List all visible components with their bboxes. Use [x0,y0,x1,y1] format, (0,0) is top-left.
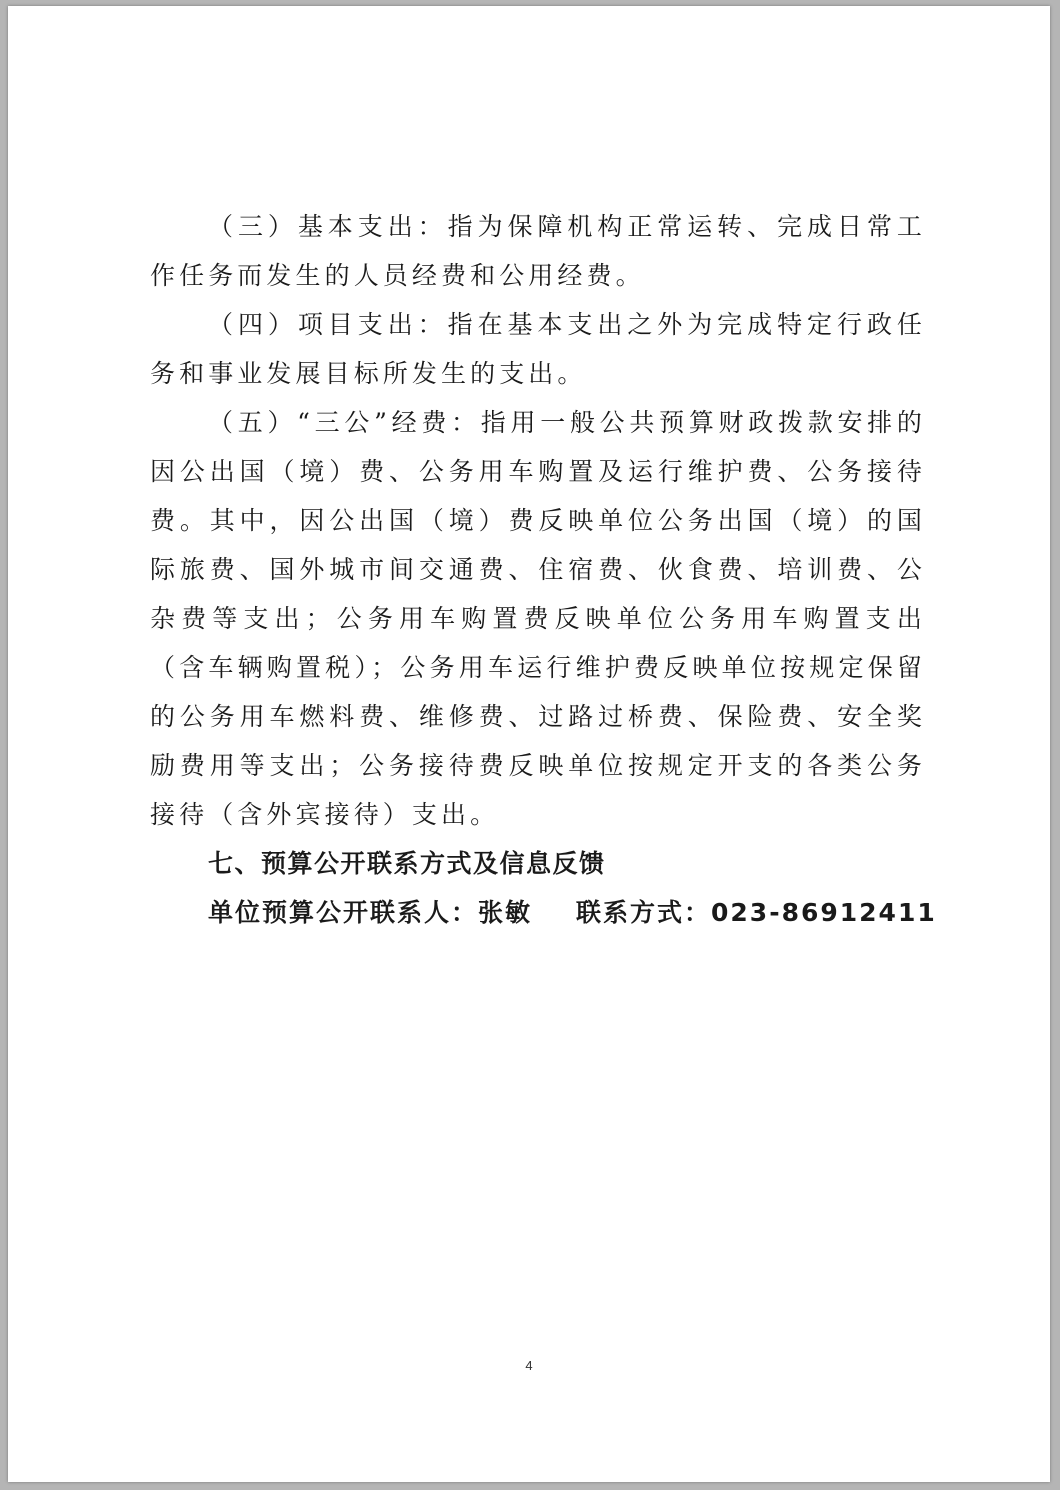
page-number: 4 [525,1358,533,1373]
contact-line [150,888,937,937]
paragraph-three-public-expenses: （五）“三公”经费：指用一般公共预算财政拨款安排的因公出国（境）费、公务用车购置及运行维护费、公务接待费。其中，因公出国（境）费反映单位公务出国（境）的国际旅费、国外城市间交通费、住宿费、伙食费、培训费、公杂费等支出；公务用车购置费反映单位公务用车购置支出（含车辆购置税）；公务用车运行维护费反映单位按规定保留的公务用车燃料费、维修费、过路过桥费、保险费、安全奖励费用等支出；公务接待费反映单位按规定开支的各类公务接待（含外宾接待）支出。 [150,408,926,829]
document-page [8,6,1050,1482]
document-body [150,202,937,937]
paragraph-basic-expenditure: （三）基本支出：指为保障机构正常运转、完成日常工作任务而发生的人员经费和公用经费。 [150,212,926,290]
contact-person: 单位预算公开联系人：张敏 [208,898,533,927]
contact-phone: 联系方式：023-86912411 [576,898,937,927]
paragraph-project-expenditure: （四）项目支出：指在基本支出之外为完成特定行政任务和事业发展目标所发生的支出。 [150,310,926,388]
section-heading: 七、预算公开联系方式及信息反馈 [208,849,606,878]
